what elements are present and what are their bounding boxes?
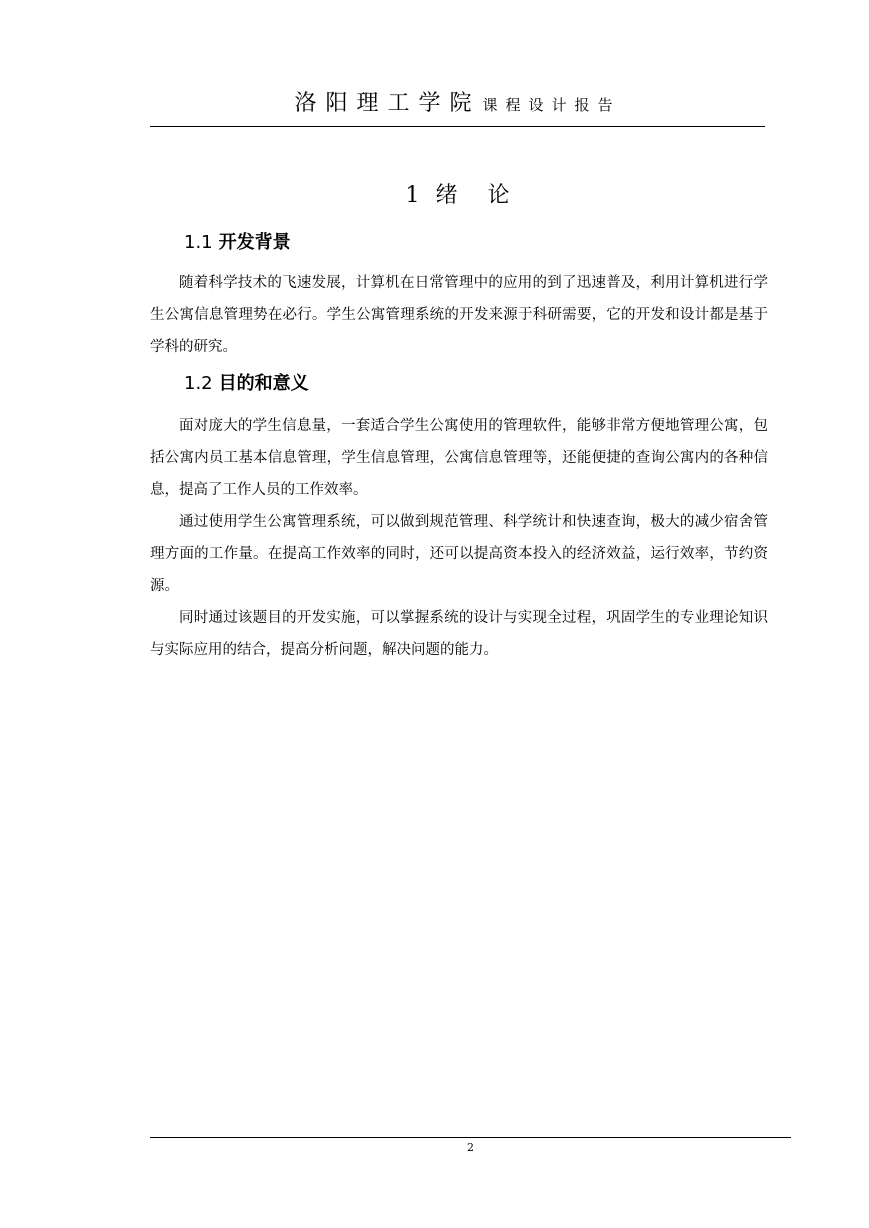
page-number: 2 — [467, 1141, 474, 1154]
header-report-type: 课程设计报告 — [482, 96, 621, 114]
paragraph-purpose-2: 通过使用学生公寓管理系统，可以做到规范管理、科学统计和快速查询，极大的减少宿舍管理方面的工作量。在提高工作效率的同时，还可以提高资本投入的经济效益，运行效率，节约资源。 — [150, 514, 768, 594]
paragraph-background: 随着科学技术的飞速发展，计算机在日常管理中的应用的到了迅速普及，利用计算机进行学生公寓信息管理势在必行。学生公寓管理系统的开发来源于科研需要，它的开发和设计都是基于学科的研究。 — [150, 275, 768, 355]
chapter-number: 1 — [405, 183, 420, 208]
paragraph-purpose-3: 同时通过该题目的开发实施，可以掌握系统的设计与实现全过程，巩固学生的专业理论知识与实际应用的结合，提高分析问题，解决问题的能力。 — [150, 610, 768, 658]
section-heading-1-1 — [184, 229, 291, 257]
chapter-title — [150, 180, 765, 212]
page-header — [150, 86, 765, 127]
section-title: 目的和意义 — [218, 373, 309, 394]
section-heading-1-2 — [184, 370, 309, 398]
page-footer — [150, 1137, 791, 1158]
section-number: 1.2 — [184, 373, 213, 394]
paragraph-purpose-1: 面对庞大的学生信息量，一套适合学生公寓使用的管理软件，能够非常方便地管理公寓，包括公寓内员工基本信息管理，学生信息管理，公寓信息管理等，还能便捷的查询公寓内的各种信息，提高了工作人员的工作效率。 — [150, 418, 768, 498]
section-number: 1.1 — [184, 232, 213, 253]
header-school-name: 洛阳理工学院 — [294, 91, 481, 116]
section-title: 开发背景 — [218, 232, 291, 253]
chapter-title-text: 绪论 — [435, 183, 540, 208]
